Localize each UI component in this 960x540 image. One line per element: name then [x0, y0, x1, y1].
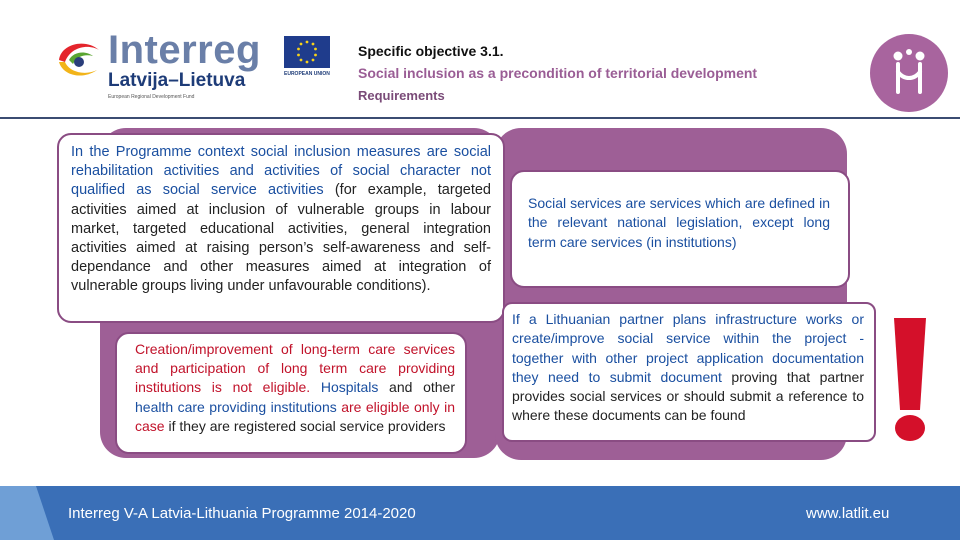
eu-flag-icon [284, 36, 330, 68]
logo-tagline: European Regional Development Fund [108, 94, 195, 100]
definition-highlight: In the Programme context social inclusion measures are social rehabilitation activities and activities of social character not qualified as social service activities [71, 144, 491, 199]
lithuanian-partner-note-box [502, 302, 876, 442]
page-title: Specific objective 3.1. [358, 43, 504, 59]
social-services-term: Social services are [528, 195, 646, 211]
partner-requirement-text: If a Lithuanian partner plans infrastructure works or create/improve social service within the project - together with other project application documentation they need to submit document [512, 311, 864, 385]
footer-programme-title: Interreg V-A Latvia-Lithuania Programme 2014-2020 [68, 505, 416, 522]
section-label: Requirements [358, 88, 445, 103]
definition-examples: (for example, targeted activities aimed at inclusion of vulnerable groups in labour market, targeted educational activities, general integration activities aimed at raising person’s self-awareness and self-dependance and other measures aimed at integration of vulnerable groups living under unfavourable conditions). [71, 182, 491, 295]
footer-website-link[interactable]: www.latlit.eu [806, 505, 890, 522]
social-services-definition-box [510, 170, 850, 288]
health-care-text: health care providing institutions [135, 398, 337, 415]
not-eligible-statement: Creation/improvement of long-term care services and participation of long term care providing institutions is not eligible. [135, 341, 455, 396]
social-inclusion-definition-box [57, 133, 505, 323]
page-subtitle: Social inclusion as a precondition of territorial development [358, 65, 758, 81]
footer-accent-shape [0, 486, 60, 540]
lithuanian-partner-note-text [512, 310, 864, 426]
exclamation-icon [888, 318, 932, 442]
registered-providers-text: if they are registered social service providers [164, 417, 446, 434]
social-services-description: services which are defined in the relevant national legislation, except long term care services (in institutions) [528, 195, 830, 250]
social-services-definition-text [528, 194, 830, 252]
eligibility-note-box [115, 332, 467, 454]
partner-proof-text: proving that partner provides social services or should submit a reference to where these documents can be found [512, 368, 865, 424]
eu-label: EUROPEAN UNION [284, 71, 330, 77]
interreg-swirl-icon [55, 36, 103, 80]
logo-subtitle: Latvija–Lietuva [108, 70, 246, 91]
logo-wordmark: Interreg [108, 28, 261, 72]
connector-text: and other [378, 379, 455, 396]
social-inclusion-definition-text [71, 143, 491, 297]
eligible-condition-text: are eligible only in case [135, 398, 455, 434]
people-holding-hands-icon [870, 34, 948, 112]
eligibility-note-text [135, 340, 455, 436]
header-divider [0, 117, 960, 119]
hospitals-text: Hospitals [310, 379, 379, 396]
